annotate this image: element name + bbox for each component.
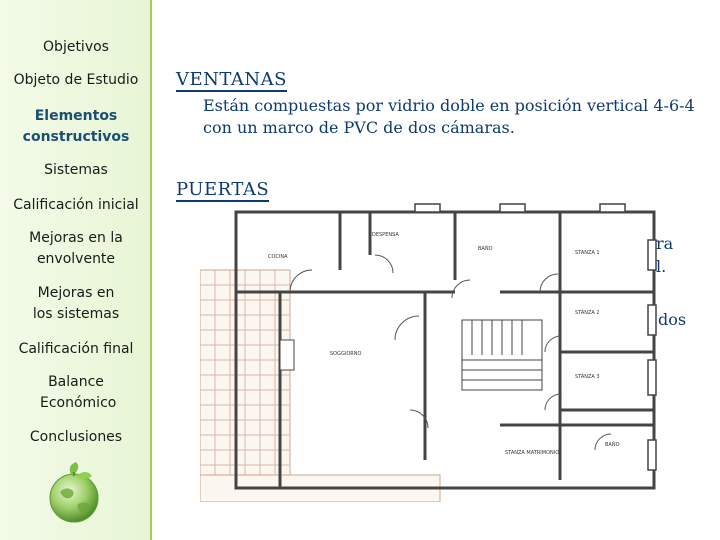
- sidebar-item-conclusiones[interactable]: Conclusiones: [29, 429, 123, 445]
- sidebar-item-objeto-de-estudio[interactable]: Objeto de Estudio: [13, 72, 139, 88]
- sidebar-item-elementos-constructivos[interactable]: Elementos constructivos: [22, 108, 130, 145]
- puertas-title: PUERTAS: [176, 179, 270, 200]
- puertas-clipped-text-3: dos: [658, 310, 687, 329]
- sidebar-item-mejoras-sistemas[interactable]: Mejoras en los sistemas: [32, 285, 120, 322]
- room-label-stanza2: STANZA 2: [575, 310, 600, 316]
- room-label-stanza1: STANZA 1: [575, 250, 600, 256]
- sidebar-item-calificacion-final[interactable]: Calificación final: [18, 341, 134, 357]
- sidebar-item-calificacion-inicial[interactable]: Calificación inicial: [13, 197, 139, 213]
- room-label-cocina: COCINA: [268, 254, 288, 260]
- puertas-clipped-text-2: l.: [656, 257, 667, 276]
- ventanas-text-line1: Están compuestas por vidrio doble en posición vertical 4-6-4: [203, 96, 695, 115]
- floor-plan-image: [200, 200, 660, 502]
- puertas-clipped-text-1: ra: [656, 234, 674, 253]
- sidebar-item-sistemas[interactable]: Sistemas: [44, 162, 108, 178]
- fireplace-icon: [280, 340, 294, 370]
- sidebar-nav: [0, 0, 152, 540]
- sidebar-item-mejoras-envolvente[interactable]: Mejoras en la envolvente: [29, 230, 123, 267]
- ventanas-title: VENTANAS: [176, 69, 287, 90]
- sidebar-item-balance-economico[interactable]: Balance Económico: [40, 374, 117, 411]
- room-label-stanza3: STANZA 3: [575, 374, 600, 380]
- ventanas-text-line2: con un marco de PVC de dos cámaras.: [203, 118, 515, 137]
- floor-plan-stairs: [462, 320, 542, 390]
- room-label-bano: BAÑO: [478, 246, 493, 252]
- room-label-despensa: DESPENSA: [372, 232, 399, 238]
- room-label-stanza-matrimonio: STANZA MATRIMONIO: [505, 450, 560, 456]
- room-label-bano2: BAÑO: [605, 442, 620, 448]
- room-label-soggiorno: SOGGIORNO: [330, 351, 362, 357]
- ventanas-description: [203, 95, 703, 139]
- green-globe-icon: [38, 456, 110, 528]
- sidebar-item-objetivos[interactable]: Objetivos: [43, 39, 109, 55]
